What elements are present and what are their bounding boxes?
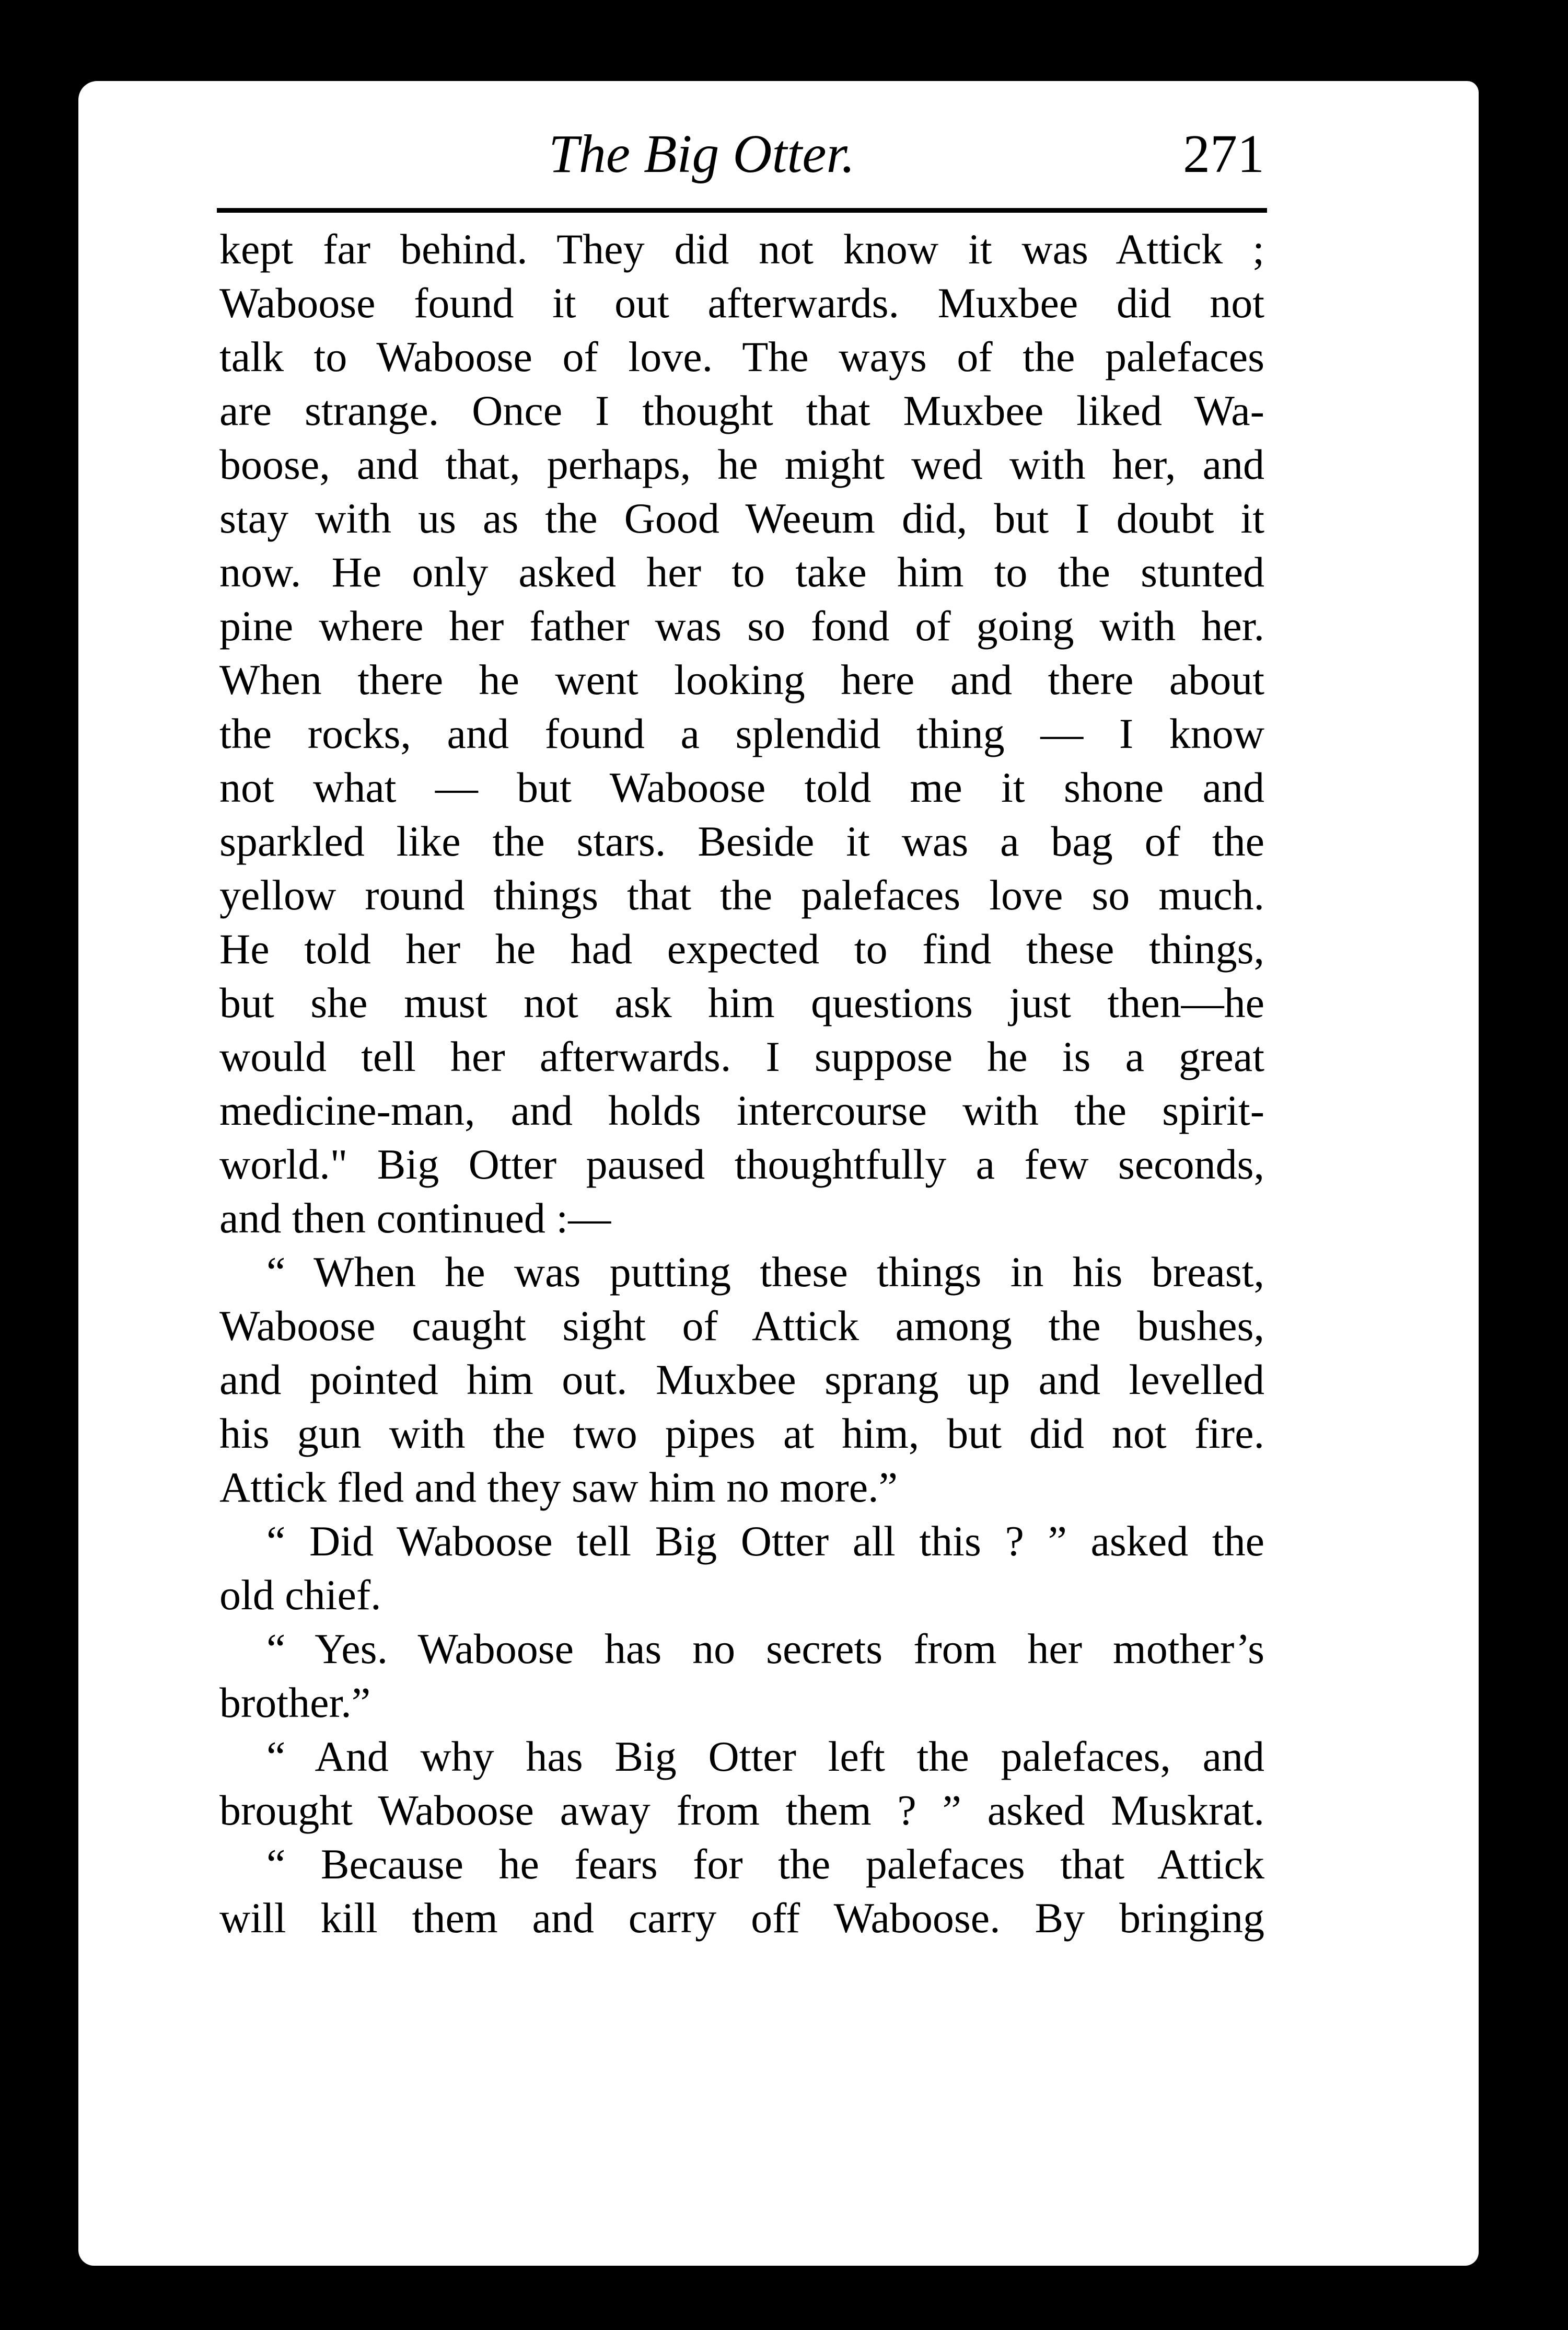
text-line: world." Big Otter paused thoughtfully a few seconds, <box>219 1140 1264 1188</box>
text-line: brought Waboose away from them ? ” asked Muskrat. <box>219 1786 1264 1834</box>
text-line: Waboose found it out afterwards. Muxbee did not <box>219 279 1264 327</box>
text-line: “ Yes. Waboose has no secrets from her mother’s <box>266 1625 1264 1672</box>
text-line: brother.” <box>219 1679 371 1726</box>
text-line: would tell her afterwards. I suppose he is a great <box>219 1033 1264 1080</box>
text-line: “ And why has Big Otter left the palefaces, and <box>266 1733 1264 1780</box>
text-line: kept far behind. They did not know it was Attick ; <box>219 225 1264 273</box>
header-rule <box>217 208 1267 213</box>
text-line: but she must not ask him questions just then—he <box>219 979 1264 1026</box>
text-line: pine where her father was so fond of going with her. <box>219 602 1264 650</box>
text-line: sparkled like the stars. Beside it was a bag of the <box>219 817 1264 865</box>
text-line: and pointed him out. Muxbee sprang up and levelled <box>219 1356 1264 1403</box>
text-line: will kill them and carry off Waboose. By bringing <box>219 1894 1264 1942</box>
text-line: the rocks, and found a splendid thing — I know <box>219 710 1264 757</box>
text-line: “ Because he fears for the palefaces that Attick <box>266 1840 1264 1888</box>
text-line: his gun with the two pipes at him, but did not fire. <box>219 1410 1264 1457</box>
text-line: Waboose caught sight of Attick among the bushes, <box>219 1302 1264 1349</box>
text-line: talk to Waboose of love. The ways of the palefaces <box>219 333 1264 380</box>
text-line: “ Did Waboose tell Big Otter all this ? ” asked the <box>266 1517 1264 1565</box>
page-number: 271 <box>1183 124 1264 184</box>
text-line: now. He only asked her to take him to the stunted <box>219 548 1264 596</box>
text-line: stay with us as the Good Weeum did, but I doubt it <box>219 494 1264 542</box>
running-head <box>209 118 1264 191</box>
text-line: medicine-man, and holds intercourse with the spirit- <box>219 1087 1264 1134</box>
text-line: and then continued :— <box>219 1194 611 1242</box>
text-line: not what — but Waboose told me it shone and <box>219 764 1264 811</box>
running-title: The Big Otter. <box>549 124 855 184</box>
text-line: yellow round things that the palefaces love so much. <box>219 871 1264 919</box>
text-line: old chief. <box>219 1571 381 1619</box>
text-line: are strange. Once I thought that Muxbee liked Wa- <box>219 387 1264 434</box>
text-line: boose, and that, perhaps, he might wed with her, and <box>219 441 1264 488</box>
text-line: Attick fled and they saw him no more.” <box>219 1463 898 1511</box>
text-line: When there he went looking here and there about <box>219 656 1264 703</box>
text-line: He told her he had expected to find these things, <box>219 925 1264 973</box>
text-line: “ When he was putting these things in his breast, <box>266 1248 1264 1296</box>
body-text <box>219 222 1264 1945</box>
